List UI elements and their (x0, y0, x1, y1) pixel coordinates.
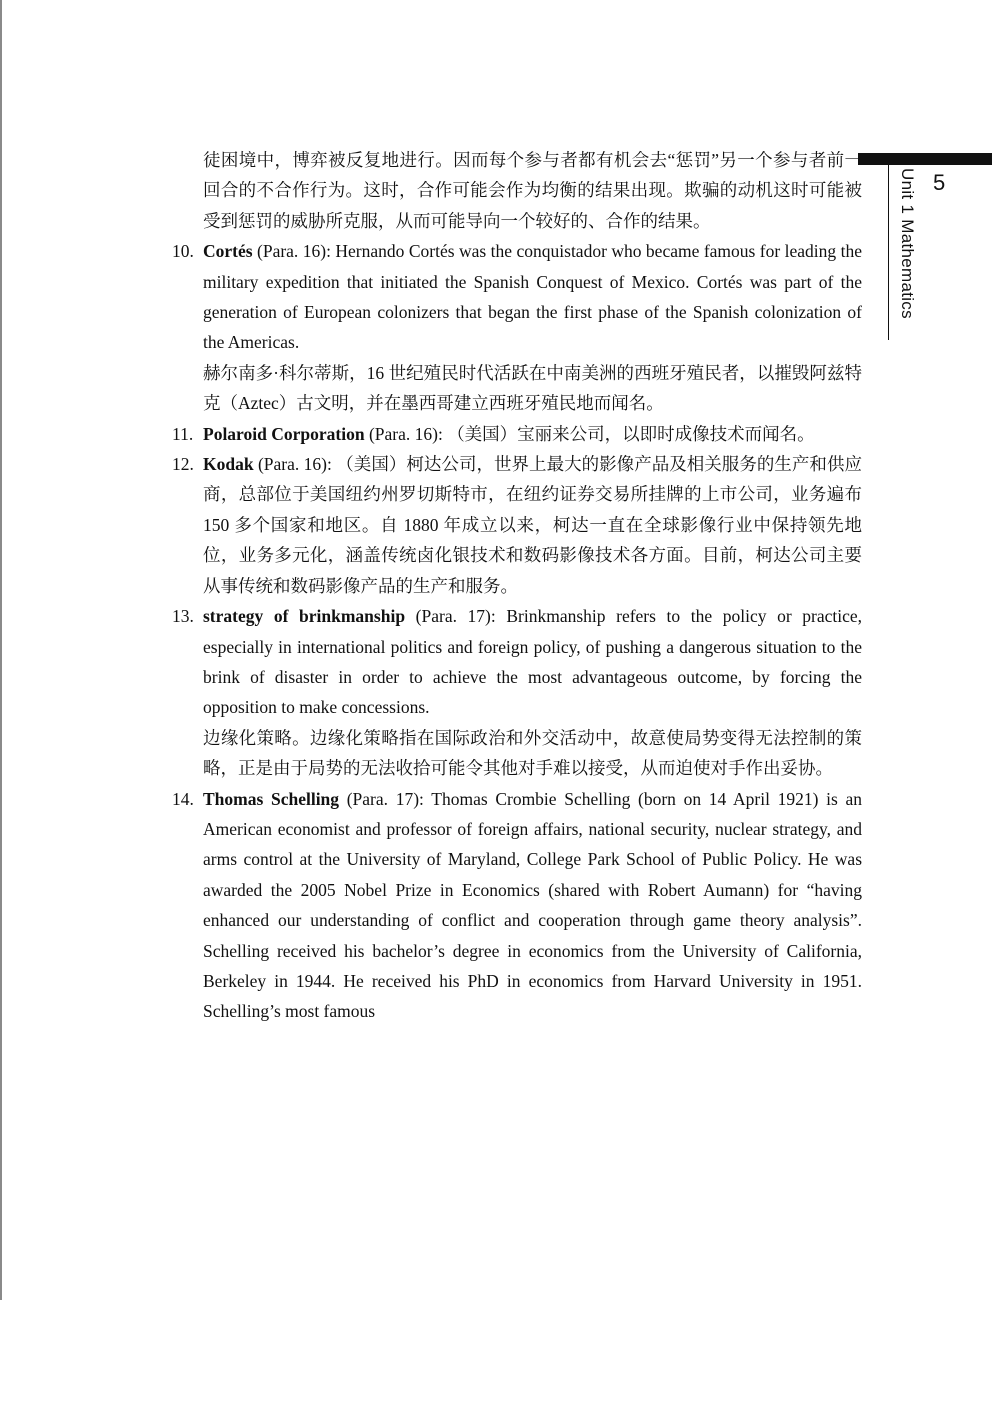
note-definition: （美国）宝丽来公司，以即时成像技术而闻名。 (447, 423, 815, 444)
note-term: strategy of brinkmanship (203, 606, 406, 627)
note-body (203, 449, 862, 601)
note-number: 13. (172, 606, 194, 627)
note-chinese: 赫尔南多·科尔蒂斯，16 世纪殖民时代活跃在中南美洲的西班牙殖民者，以摧毁阿兹特克（Aztec）古文明，并在墨西哥建立西班牙殖民地而闻名。 (203, 362, 862, 414)
note-ref: (Para. 16): (364, 423, 448, 444)
note-number: 11. (172, 423, 194, 444)
note-english (203, 236, 862, 358)
note-chinese: 边缘化策略。边缘化策略指在国际政治和外交活动中，故意使局势变得无法控制的策略，正是由于局势的无法收拾可能令其他对手难以接受，从而迫使对手作出妥协。 (203, 727, 862, 779)
note-12 (172, 449, 862, 601)
page-left-edge (0, 0, 2, 1300)
note-definition: （美国）柯达公司，世界上最大的影像产品及相关服务的生产和供应商，总部位于美国纽约州罗切斯特市，在纽约证券交易所挂牌的上市公司，业务遍布 150 多个国家和地区。自 1880 年成立以来，柯达一直在全球影像行业中保持领先地位，业务多元化，涵盖传统卤化银技术和数码影像技术各方面。目前，柯达公司主要从事传统和数码影像产品的生产和服务。 (203, 454, 862, 596)
note-14 (172, 784, 862, 1027)
note-term: Cortés (203, 241, 253, 262)
note-english (203, 784, 862, 1027)
note-11 (172, 419, 862, 449)
note-english-text: Brinkmanship refers to the policy or practice, especially in international politics and foreign policy, of pushing a dangerous situation to the brink of disaster in order to achieve the most advantageous outcome, by forcing the opposition to make concessions. (203, 606, 862, 718)
note-term: Kodak (203, 454, 254, 475)
note-number: 10. (172, 241, 194, 262)
note-ref: (Para. 16): (252, 241, 336, 262)
note-english (203, 601, 862, 723)
note-number: 14. (172, 788, 194, 809)
unit-title: Unit 1 Mathematics (898, 168, 917, 319)
note-ref: (Para. 17): (405, 606, 507, 627)
note-text (203, 449, 862, 601)
unit-tab-bar (858, 153, 992, 165)
note-13 (172, 601, 862, 783)
note-body (203, 601, 862, 783)
note-ref: (Para. 16): (253, 454, 337, 475)
note-body (203, 419, 862, 449)
note-10 (172, 236, 862, 418)
note-number: 12. (172, 454, 194, 475)
page-number: 5 (933, 170, 946, 195)
unit-tab-divider (888, 165, 889, 340)
note-term: Polaroid Corporation (203, 423, 365, 444)
page-content (172, 145, 862, 1027)
note-text (203, 419, 862, 449)
note-ref: (Para. 17): (339, 788, 432, 809)
note-english-text: Hernando Cortés was the conquistador who became famous for leading the military expedition that initiated the Spanish Conquest of Mexico. Cortés was part of the generation of European colonizers that began the first phase of the Spanish colonization of the Americas. (203, 241, 862, 353)
note-english-text: Thomas Crombie Schelling (born on 14 April 1921) is an American economist and professor of foreign affairs, national security, nuclear strategy, and arms control at the University of Maryland, College Park School of Public Policy. He was awarded the 2005 Nobel Prize in Economics (shared with Robert Aumann) for “having enhanced our understanding of conflict and cooperation through game theory analysis”. Schelling received his bachelor’s degree in economics from the University of California, Berkeley in 1944. He received his PhD in economics from Harvard University in 1951. Schelling’s most famous (203, 788, 862, 1022)
note-term: Thomas Schelling (203, 788, 340, 809)
intro-paragraph: 徒困境中，博弈被反复地进行。因而每个参与者都有机会去“惩罚”另一个参与者前一回合的不合作行为。这时，合作可能会作为均衡的结果出现。欺骗的动机这时可能被受到惩罚的威胁所克服，从而可能导向一个较好的、合作的结果。 (203, 150, 862, 231)
note-body (203, 236, 862, 418)
note-body (203, 784, 862, 1027)
